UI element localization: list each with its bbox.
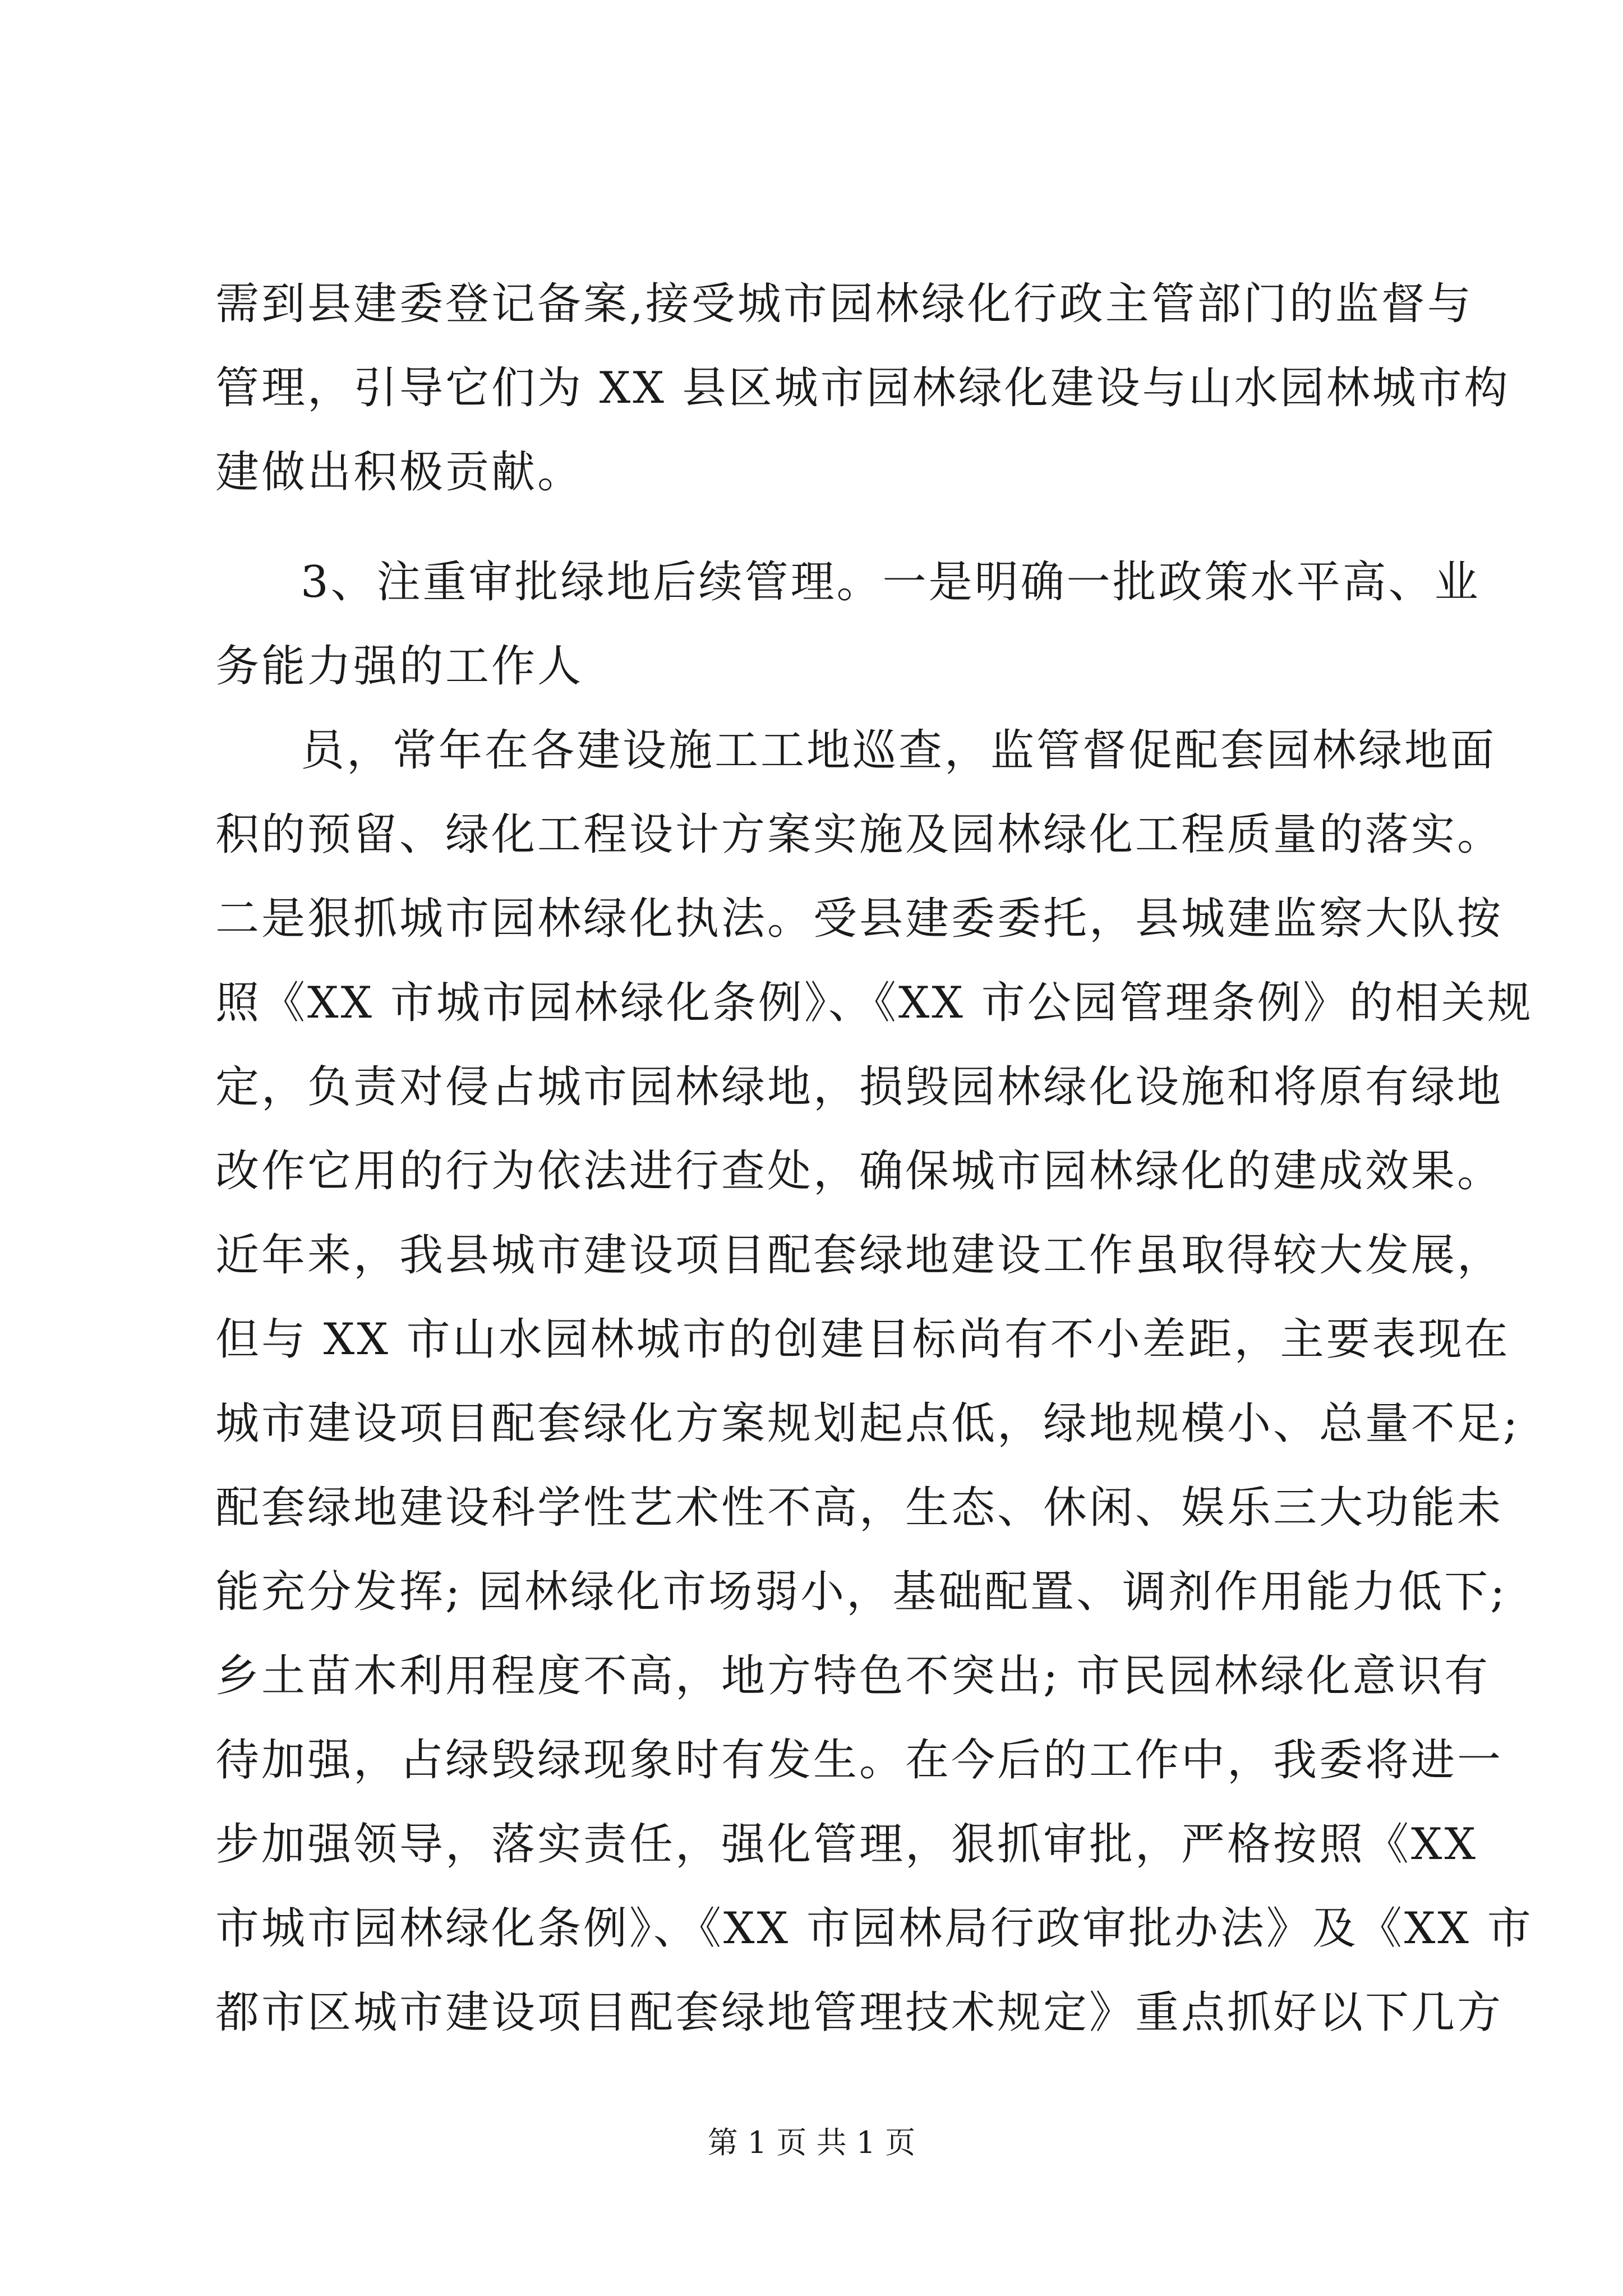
text-line: 市城市园林绿化条例》、《XX 市园林局行政审批办法》及《XX 市 <box>215 1903 1533 1954</box>
page-footer: 第 1 页 共 1 页 <box>707 2125 916 2160</box>
text-line: 二是狠抓城市园林绿化执法。受县建委委托，县城建监察大队按 <box>215 894 1504 944</box>
text-line: 定，负责对侵占城市园林绿地，损毁园林绿化设施和将原有绿地 <box>215 1062 1504 1112</box>
text-line: 建做出积极贡献。 <box>215 447 584 498</box>
text-line: 积的预留、绿化工程设计方案实施及园林绿化工程质量的落实。 <box>215 809 1504 860</box>
text-line: 员，常年在各建设施工工地巡查，监管督促配套园林绿地面 <box>301 725 1497 776</box>
text-line: 管理，引导它们为 XX 县区城市园林绿化建设与山水园林城市构 <box>215 363 1510 413</box>
text-line: 但与 XX 市山水园林城市的创建目标尚有不小差距，主要表现在 <box>215 1314 1510 1365</box>
text-line: 近年来，我县城市建设项目配套绿地建设工作虽取得较大发展， <box>215 1230 1504 1281</box>
text-line: 待加强，占绿毁绿现象时有发生。在今后的工作中，我委将进一 <box>215 1735 1504 1786</box>
text-line: 乡土苗木利用程度不高，地方特色不突出; 市民园林绿化意识有 <box>215 1651 1491 1701</box>
text-line: 城市建设项目配套绿化方案规划起点低，绿地规模小、总量不足; <box>215 1398 1520 1449</box>
text-line: 都市区城市建设项目配套绿地管理技术规定》重点抓好以下几方 <box>215 1987 1504 2038</box>
text-line: 改作它用的行为依法进行查处，确保城市园林绿化的建成效果。 <box>215 1146 1504 1197</box>
text-line: 步加强领导，落实责任，强化管理，狠抓审批，严格按照《XX <box>215 1819 1478 1870</box>
text-line: 照《XX 市城市园林绿化条例》、《XX 市公园管理条例》的相关规 <box>215 978 1533 1028</box>
text-line: 务能力强的工作人 <box>215 641 584 692</box>
text-line: 配套绿地建设科学性艺术性不高，生态、休闲、娱乐三大功能未 <box>215 1483 1504 1533</box>
text-line: 能充分发挥; 园林绿化市场弱小，基础配置、调剂作用能力低下; <box>215 1567 1507 1617</box>
text-line: 需到县建委登记备案,接受城市园林绿化行政主管部门的监督与 <box>215 279 1473 329</box>
text-line: 3、注重审批绿地后续管理。一是明确一批政策水平高、业 <box>301 557 1481 608</box>
